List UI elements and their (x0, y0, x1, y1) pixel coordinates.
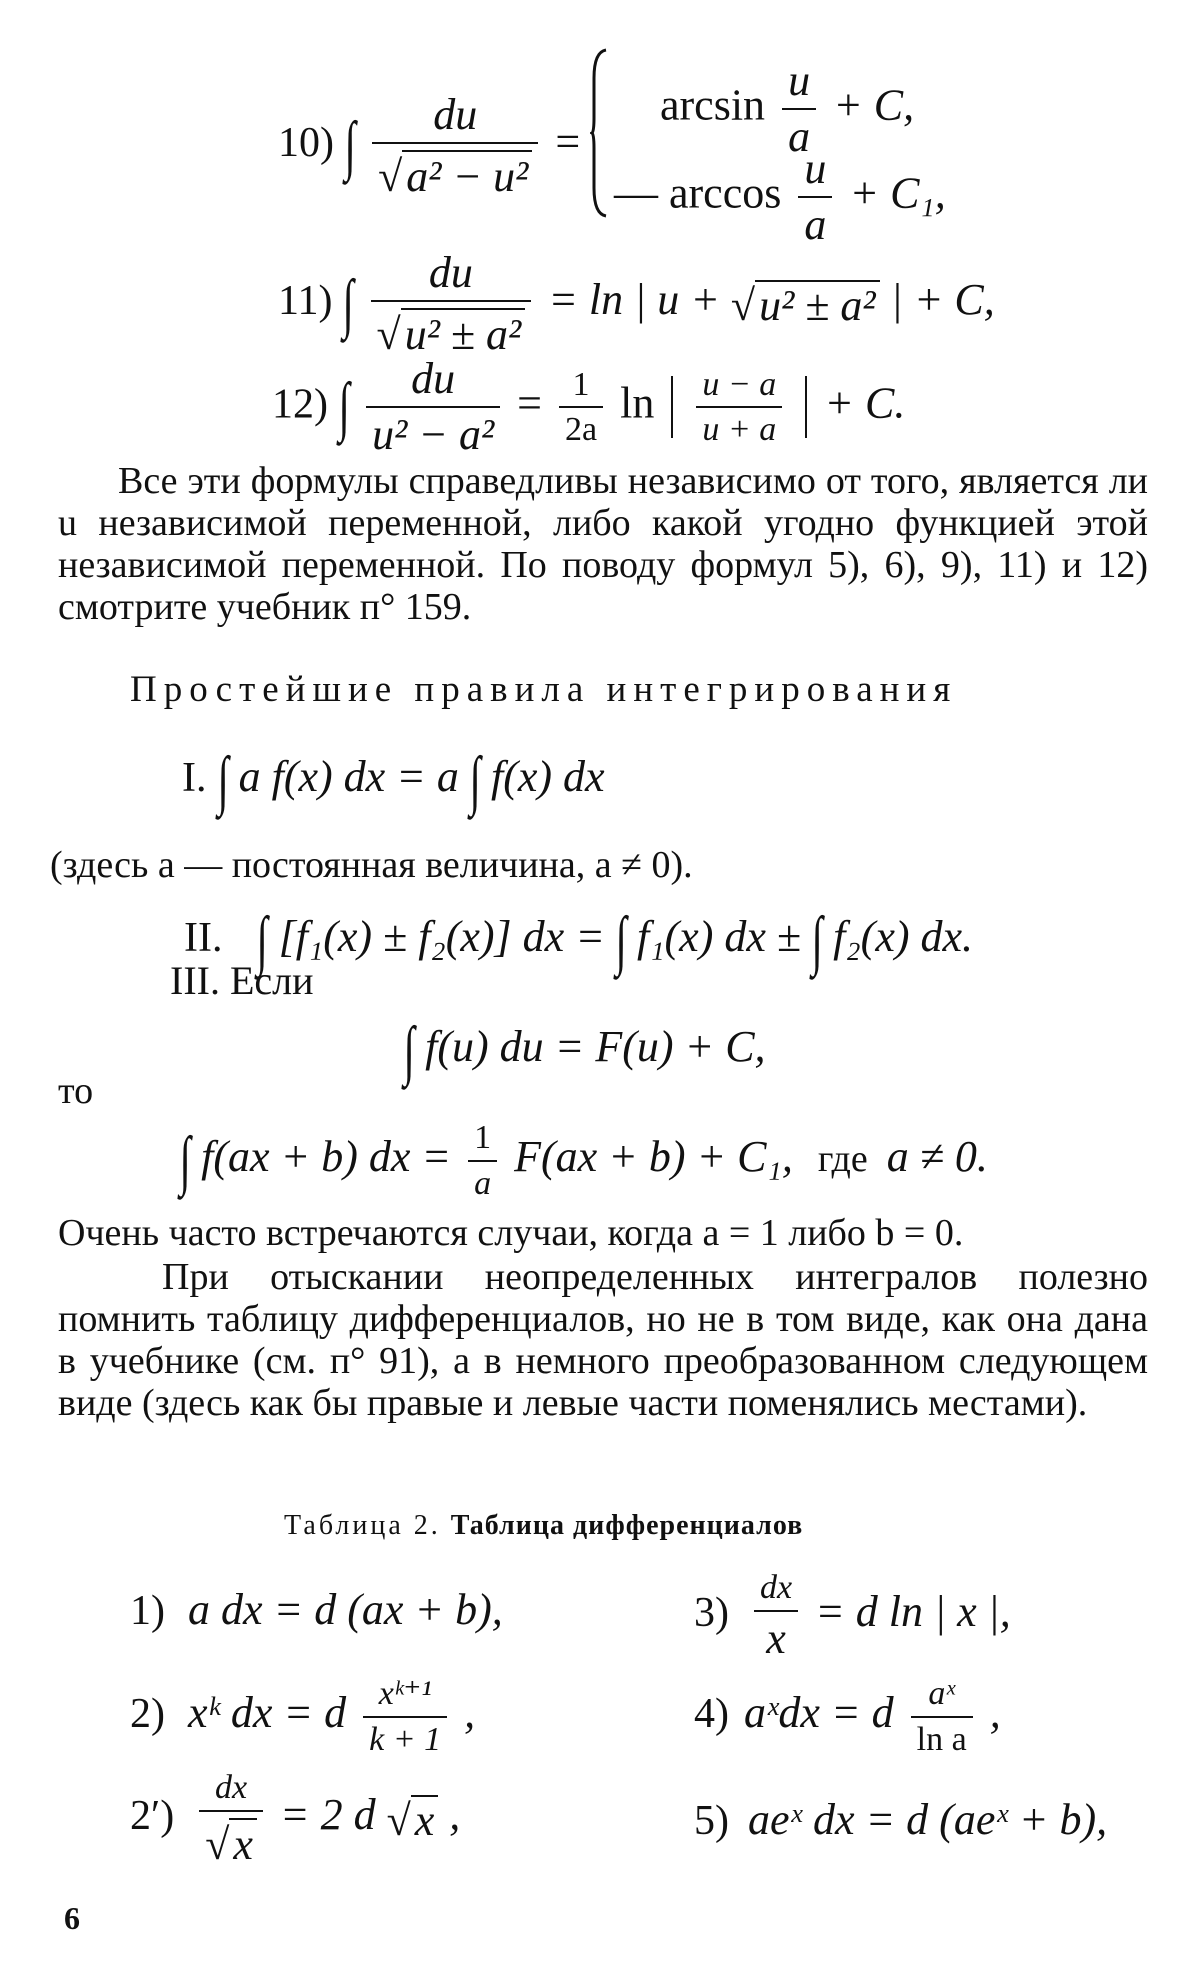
page-number: 6 (64, 1900, 80, 1936)
integral-sign: ∫ (344, 109, 356, 183)
differential-1: 1) a dx = d (ax + b), (130, 1585, 503, 1634)
paragraph-cases: Очень часто встречаются случаи, когда a = 1 либо b = 0. (58, 1212, 964, 1254)
integral-sign: ∫ (338, 370, 350, 444)
integral-sign: ∫ (342, 267, 355, 341)
paragraph-differentials-note: При отыскании неопределенных интегралов полезно помнить таблицу дифференциалов, но не в том виде, как она дана в учебнике (см. п° 91), а в немного преобразованном следующем виде (здесь как бы правые и левые части поменялись местами). (58, 1256, 1148, 1424)
differential-2-prime: 2′) $\frac{dx}{√x}$ = 2 d √x , (130, 1769, 461, 1869)
formula-12: 12) ∫ $\frac{du}{\text{u² − a²}}$ = $\frac{1}{2a}$ ln $\frac{u - a}{u + a}$ + C. (272, 354, 906, 460)
formula-11: 11) ∫ $\frac{du}{\text{√u² ± a²}}$ = ln | u + √u² ± a² | + C, (278, 248, 995, 359)
differential-3: 3) $\frac{dx}{x}$ = d ln | x |, (694, 1569, 1011, 1663)
abs-bar (805, 376, 807, 438)
formula-number: 12) (272, 381, 328, 428)
differential-2: 2) xᵏ dx = d $\frac{\text{xᵏ⁺¹}}{k + 1}$ , (130, 1675, 476, 1758)
left-brace (590, 48, 608, 218)
rule-3-label: III. Если (170, 958, 314, 1003)
sqrt: √a² − u² (378, 150, 532, 200)
formula-10 (278, 92, 580, 200)
rule-1-note: (здесь a — постоянная величина, a ≠ 0). (50, 844, 693, 886)
differential-5: 5) aeˣ dx = d (aeˣ + b), (694, 1795, 1108, 1844)
rule-2: II. ∫ [f₁(x) ± f₂(x)] dx = ∫ f₁(x) dx ± ∫ f₂(x) dx. (184, 904, 974, 977)
abs-bar (671, 376, 673, 438)
formula-number: 11) (278, 278, 333, 325)
case-arcsin: arcsin $\frac{u}{a}$ + C, (660, 56, 915, 162)
rule-3-premise: ∫ f(u) du = F(u) + C, (403, 1014, 766, 1087)
table-caption: Таблица 2. Таблица дифференциалов (284, 1510, 804, 1541)
integrand-fraction: $\frac{du}{\text{√u² ± a²}}$ (371, 250, 532, 358)
formula-number: 10) (278, 120, 334, 167)
section-heading: Простейшие правила интегрирования (130, 669, 958, 710)
rule-3-then: то (58, 1070, 94, 1112)
differential-4: 4) aˣdx = d $\frac{\text{aˣ}}{\text{ln a}}$ , (694, 1675, 1001, 1758)
rule-1: I. ∫ a f(x) dx = a ∫ f(x) dx (182, 744, 605, 817)
case-arccos: — arccos $\frac{u}{a}$ + C₁, (614, 144, 946, 250)
rule-3-result: ∫ f(ax + b) dx = $\frac{1}{a}$ F(ax + b) + C₁, где a ≠ 0. (179, 1119, 988, 1202)
paragraph-formulas-note: Все эти формулы справедливы независимо от того, является ли u независимой переменной, либо какой угодно функцией этой независимой переменной. По поводу формул 5), 6), 9), 11) и 12) смотрите учебник п° 159. (58, 460, 1148, 628)
integrand-fraction: $\frac{du}{\text{√a² − u²}}$ (372, 92, 538, 200)
equals: = (555, 117, 581, 167)
